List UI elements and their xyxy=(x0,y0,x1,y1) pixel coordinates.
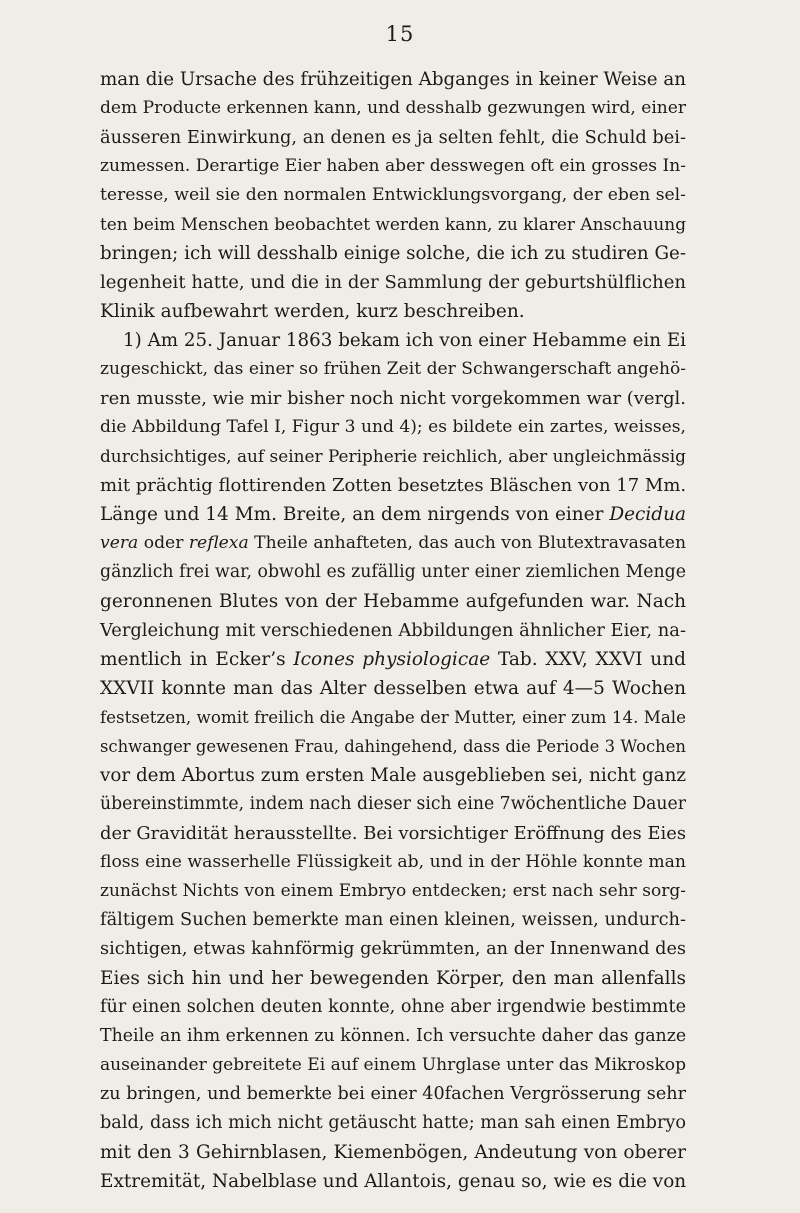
text-line xyxy=(100,703,686,732)
text-line xyxy=(100,65,686,94)
text-line xyxy=(100,819,686,848)
text-line xyxy=(100,442,686,471)
text-segment: der Gravidität herausstellte. Bei vorsichtiger Eröffnung des Eies xyxy=(100,823,686,844)
text-segment: zumessen. Derartige Eier haben aber desswegen oft ein grosses In- xyxy=(100,156,686,176)
text-segment: zugeschickt, das einer so frühen Zeit der Schwangerschaft angehö- xyxy=(100,359,686,379)
text-segment: Extremität, Nabelblase und Allantois, genau so, wie es die von xyxy=(100,1171,687,1192)
italic-term: Decidua xyxy=(609,504,686,525)
text-segment: geronnenen Blutes von der Hebamme aufgefunden war. Nach xyxy=(100,591,686,612)
text-segment: bringen; ich will desshalb einige solche, die ich zu studiren Ge- xyxy=(100,243,686,264)
text-line xyxy=(100,1080,686,1109)
text-segment: ren musste, wie mir bisher noch nicht vorgekommen war (vergl. xyxy=(100,388,686,409)
text-segment: übereinstimmte, indem nach dieser sich eine 7wöchentliche Dauer xyxy=(100,794,686,814)
text-segment: gänzlich frei war, obwohl es zufällig unter einer ziemlichen Menge xyxy=(100,562,686,582)
text-segment: mit den 3 Gehirnblasen, Kiemenbögen, Andeutung von oberer xyxy=(100,1142,686,1163)
text-line xyxy=(100,848,686,877)
text-segment: 1) Am 25. Januar 1863 bekam ich von einer Hebamme ein Ei xyxy=(123,330,686,351)
text-segment: vor dem Abortus zum ersten Male ausgeblieben sei, nicht ganz xyxy=(100,765,686,786)
text-line xyxy=(100,587,686,616)
text-line xyxy=(100,645,686,674)
text-line xyxy=(100,123,686,152)
page-number: 15 xyxy=(385,22,415,46)
text-line xyxy=(100,616,686,645)
text-segment: dem Producte erkennen kann, und desshalb gezwungen wird, einer xyxy=(100,98,687,118)
text-line xyxy=(100,268,686,297)
text-segment: Klinik aufbewahrt werden, kurz beschreiben. xyxy=(100,301,525,322)
text-segment: oder xyxy=(138,533,189,553)
text-line xyxy=(100,413,686,442)
text-segment: für einen solchen deuten konnte, ohne aber irgendwie bestimmte xyxy=(100,997,686,1017)
text-line xyxy=(100,1022,686,1051)
text-segment: durchsichtiges, auf seiner Peripherie reichlich, aber ungleichmässig xyxy=(100,446,686,466)
text-segment: mit prächtig flottirenden Zotten besetztes Bläschen von 17 Mm. xyxy=(100,475,687,496)
text-segment: Theile anhafteten, das auch von Blutextravasaten xyxy=(248,533,686,553)
italic-term: reflexa xyxy=(188,533,249,553)
italic-term: Icones physiologicae xyxy=(293,649,491,670)
text-segment: äusseren Einwirkung, an denen es ja selten fehlt, die Schuld bei- xyxy=(100,127,686,148)
text-segment: Eies sich hin und her bewegenden Körper, den man allenfalls xyxy=(100,968,686,989)
text-segment: ten beim Menschen beobachtet werden kann, zu klarer Anschauung xyxy=(100,214,686,234)
text-segment: man die Ursache des frühzeitigen Abganges in keiner Weise an xyxy=(100,69,686,90)
text-line xyxy=(100,993,686,1022)
text-line xyxy=(100,790,686,819)
text-segment: sichtigen, etwas kahnförmig gekrümmten, an der Innenwand des xyxy=(100,939,686,959)
italic-term: vera xyxy=(100,533,139,553)
text-segment: zunächst Nichts von einem Embryo entdecken; erst nach sehr sorg- xyxy=(100,881,686,901)
text-segment: schwanger gewesenen Frau, dahingehend, dass die Periode 3 Wochen xyxy=(100,737,686,756)
text-line xyxy=(100,1109,686,1138)
text-segment: XXVII konnte man das Alter desselben etwa auf 4—5 Wochen xyxy=(100,678,686,699)
text-segment: Länge und 14 Mm. Breite, an dem nirgends von einer xyxy=(100,504,610,525)
text-line xyxy=(100,500,686,529)
text-line xyxy=(100,906,686,935)
text-line xyxy=(100,384,686,413)
text-line xyxy=(100,239,686,268)
text-line xyxy=(100,94,686,123)
text-line xyxy=(100,355,686,384)
text-line xyxy=(100,964,686,993)
text-segment: Vergleichung mit verschiedenen Abbildungen ähnlicher Eier, na- xyxy=(100,620,686,641)
text-line xyxy=(100,326,686,355)
text-segment: Tab. XXV, XXVI und xyxy=(490,649,686,670)
text-line xyxy=(100,471,686,500)
text-segment: zu bringen, und bemerkte bei einer 40fachen Vergrösserung sehr xyxy=(100,1084,686,1104)
text-segment: legenheit hatte, und die in der Sammlung der geburtshülflichen xyxy=(100,272,686,293)
text-segment: mentlich in Ecker’s xyxy=(100,649,294,670)
text-segment: bald, dass ich mich nicht getäuscht hatte; man sah einen Embryo xyxy=(100,1113,686,1133)
text-line xyxy=(100,529,686,558)
text-segment: teresse, weil sie den normalen Entwicklungsvorgang, der eben sel- xyxy=(100,185,686,205)
text-line xyxy=(100,1051,686,1080)
text-line xyxy=(100,558,686,587)
text-line xyxy=(100,297,686,326)
text-line xyxy=(100,1167,686,1196)
body-text xyxy=(100,65,686,1196)
text-segment: floss eine wasserhelle Flüssigkeit ab, und in der Höhle konnte man xyxy=(100,852,686,872)
text-line xyxy=(100,181,686,210)
text-segment: Theile an ihm erkennen zu können. Ich versuchte daher das ganze xyxy=(100,1026,687,1046)
text-line xyxy=(100,935,686,964)
text-segment: festsetzen, womit freilich die Angabe der Mutter, einer zum 14. Male xyxy=(100,707,686,727)
text-line xyxy=(100,210,686,239)
text-segment: fältigem Suchen bemerkte man einen kleinen, weissen, undurch- xyxy=(100,910,686,930)
text-line xyxy=(100,732,686,761)
text-segment: auseinander gebreitete Ei auf einem Uhrglase unter das Mikroskop xyxy=(100,1055,686,1075)
text-line xyxy=(100,761,686,790)
text-segment: die Abbildung Tafel I, Figur 3 und 4); es bildete ein zartes, weisses, xyxy=(100,417,686,437)
text-line xyxy=(100,674,686,703)
text-line xyxy=(100,1138,686,1167)
text-line xyxy=(100,877,686,906)
text-line xyxy=(100,152,686,181)
